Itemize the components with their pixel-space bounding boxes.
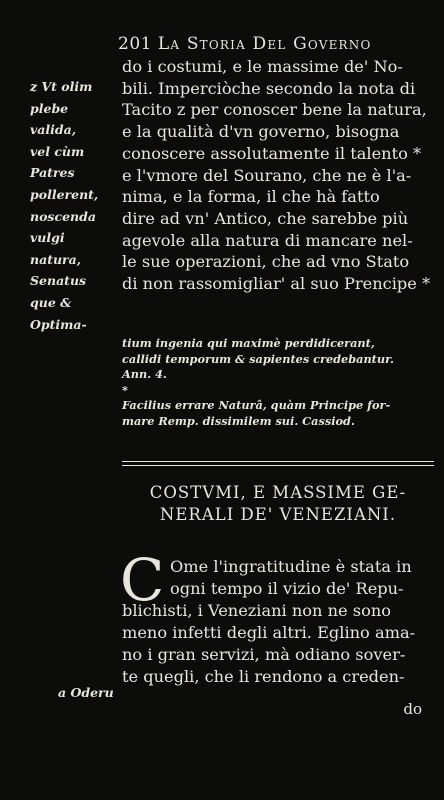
- running-header: [118, 34, 372, 54]
- body-line: e l'vmore del Sourano, che ne è l'a-: [122, 165, 412, 185]
- paragraph-line: no i gran servizi, mà odiano sover-: [122, 644, 406, 664]
- footnote-line: Ann. 4.: [122, 367, 167, 381]
- marginal-note-line: que &: [30, 294, 72, 310]
- page-number: 201: [118, 34, 152, 54]
- body-line: le sue operazioni, che ad vno Stato: [122, 252, 410, 272]
- marginal-note-line: z Vt olim: [30, 79, 93, 94]
- footnotes: [122, 336, 434, 429]
- footnote-line: tium ingenia qui maximè perdidicerant,: [122, 336, 375, 350]
- marginal-note-line: valida,: [30, 122, 77, 138]
- footnote-line: mare Remp. dissimilem sui. Cassiod.: [122, 413, 355, 428]
- marginal-note-line: Optima-: [30, 316, 87, 332]
- paragraph-line: blichisti, i Veneziani non ne sono: [122, 600, 391, 620]
- footnote-line: Facilius errare Naturâ, quàm Principe for-: [122, 398, 391, 412]
- paragraph-line: te quegli, che li rendono a creden-: [122, 666, 405, 686]
- marginal-note-line: Patres: [30, 165, 75, 181]
- body-line: e la qualità d'vn governo, bisogna: [122, 122, 400, 142]
- footnote-line: callidi temporum & sapientes credebantur.: [122, 351, 394, 366]
- section-heading-line: COSTVMI, E MASSIME GE-: [149, 483, 407, 502]
- footnote-marker: *: [122, 382, 128, 397]
- body-line: do i costumi, e le massime de' No-: [122, 57, 403, 76]
- paragraph-line: meno infetti degli altri. Eglino ama-: [122, 622, 416, 642]
- marginal-note-line: plebe: [30, 100, 69, 116]
- body-line: Tacito z per conoscer bene la natura,: [122, 100, 427, 120]
- paragraph-line: Ome l'ingratitudine è stata in: [170, 557, 412, 576]
- marginal-note-line: natura,: [30, 251, 82, 267]
- marginal-note-line: vulgi: [30, 230, 65, 246]
- marginal-note-line: pollerent,: [30, 186, 99, 202]
- marginal-note-line: noscenda: [30, 208, 96, 224]
- body-line: di non rassomigliar' al suo Prencipe *: [122, 274, 431, 294]
- body-text: [122, 56, 434, 295]
- body-line: bili. Imperciòche secondo la nota di: [122, 78, 416, 98]
- drop-cap: C: [120, 546, 165, 614]
- catchword: do: [403, 700, 422, 718]
- marginal-note-line: vel cùm: [30, 143, 85, 159]
- body-line: conoscere assolutamente il talento *: [122, 143, 422, 163]
- marginal-note: [30, 76, 116, 335]
- marginal-note-line: Senatus: [30, 273, 87, 289]
- running-title: La Storia Del Governo: [157, 34, 372, 54]
- divider-rule: [122, 461, 434, 462]
- paragraph-text: [122, 556, 434, 687]
- section-heading: [128, 482, 428, 526]
- divider-rule: [122, 465, 434, 466]
- body-line: nima, e la forma, il che hà fatto: [122, 187, 380, 207]
- body-line: dire ad vn' Antico, che sarebbe più: [122, 208, 409, 228]
- paragraph-line: ogni tempo il vizio de' Repu-: [170, 578, 404, 598]
- marginal-note-bottom: a Oderu: [58, 685, 114, 700]
- body-line: agevole alla natura di mancare nel-: [122, 230, 413, 250]
- section-heading-line: NERALI DE' VENEZIANI.: [159, 505, 397, 524]
